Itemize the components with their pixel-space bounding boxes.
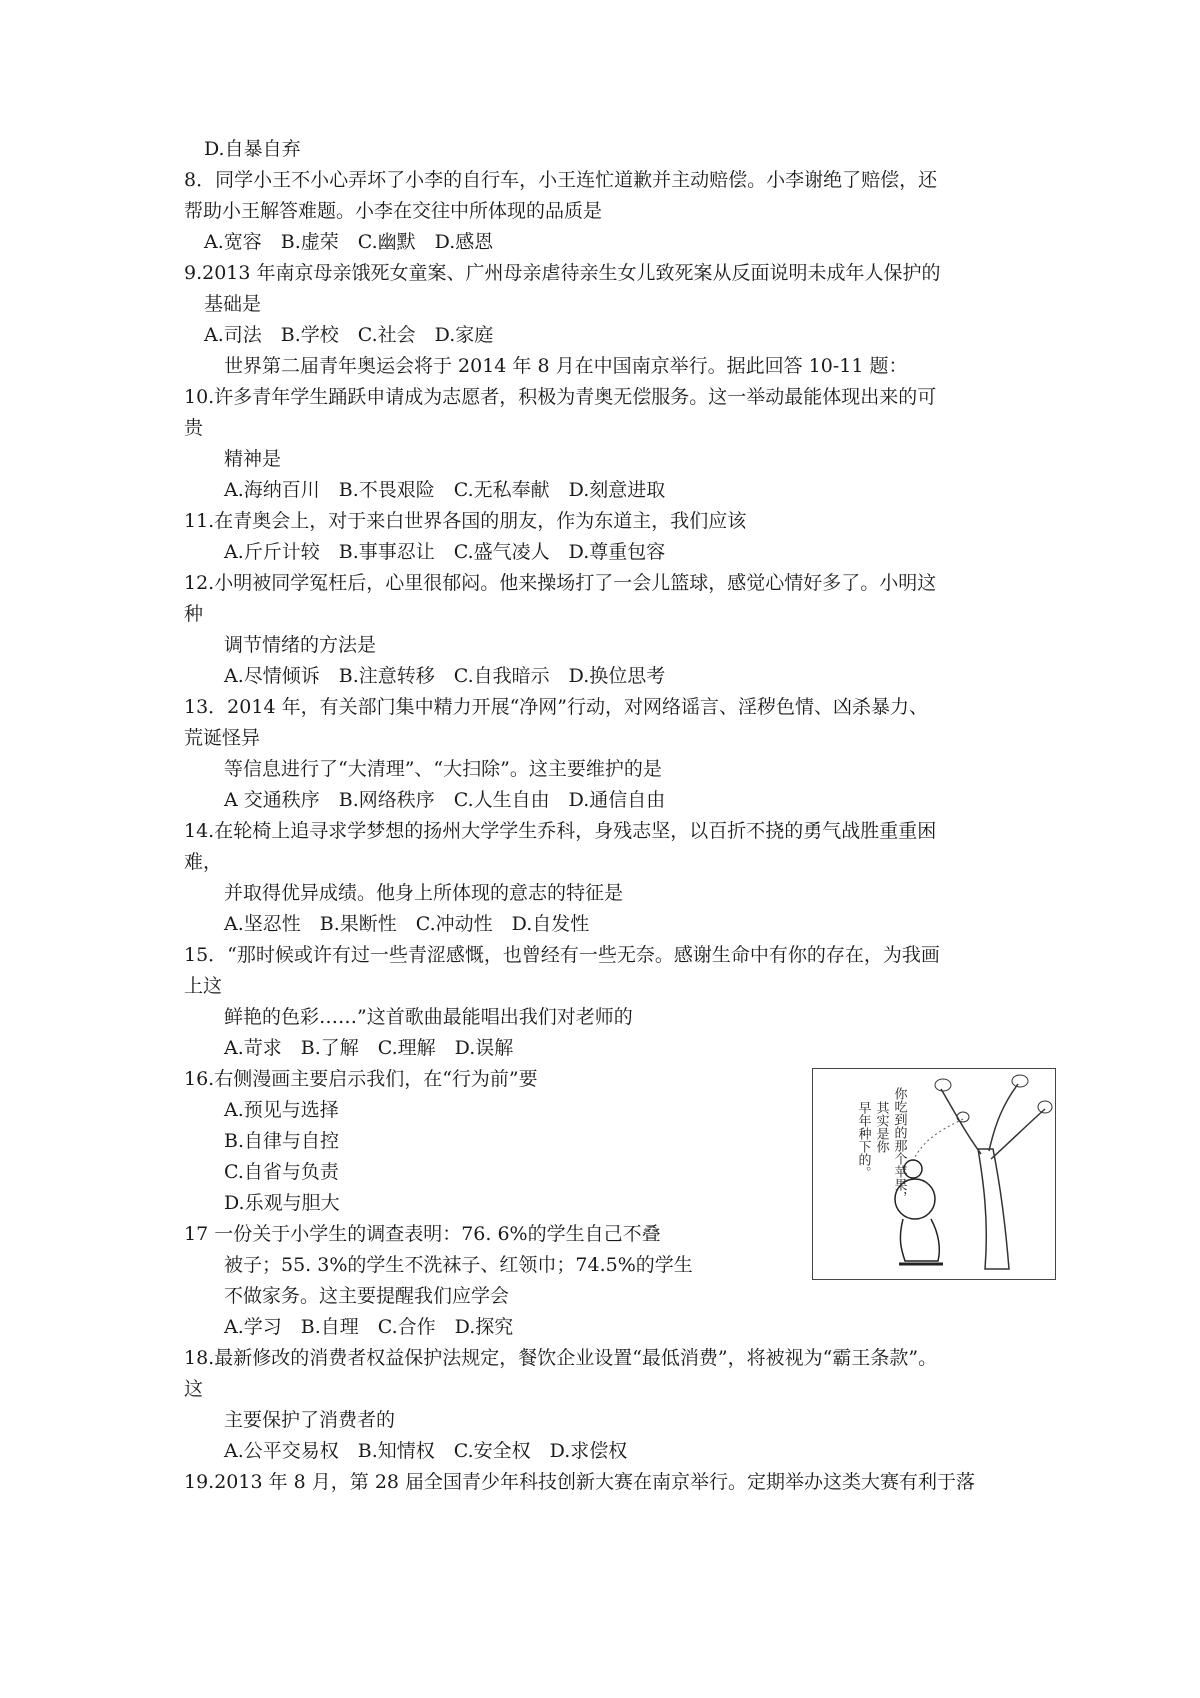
cartoon-illustration (812, 1068, 1056, 1280)
text-line: C.自省与负责 (224, 1161, 339, 1183)
text-line: A.尽情倾诉 B.注意转移 C.自我暗示 D.换位思考 (224, 665, 666, 687)
text-line: 帮助小王解答难题。小李在交往中所体现的品质是 (184, 200, 603, 222)
cartoon-caption-2: 其实是你 (873, 1101, 889, 1153)
text-line: 种 (184, 603, 204, 625)
text-line: A.预见与选择 (224, 1099, 339, 1121)
text-line: 18.最新修改的消费者权益保护法规定，餐饮企业设置“最低消费”，将被视为“霸王条款”。 (184, 1347, 938, 1369)
text-line: 15．“那时候或许有过一些青涩感慨，也曾经有一些无奈。感谢生命中有你的存在，为我画 (184, 944, 940, 966)
text-line: 9.2013 年南京母亲饿死女童案、广州母亲虐待亲生女儿致死案从反面说明未成年人保护的 (184, 262, 941, 284)
text-line: 11.在青奥会上，对于来白世界各国的朋友，作为东道主，我们应该 (184, 510, 747, 532)
text-line: A.斤斤计较 B.事事忍让 C.盛气凌人 D.尊重包容 (224, 541, 666, 563)
text-line: 主要保护了消费者的 (224, 1409, 396, 1431)
text-line: A.学习 B.自理 C.合作 D.探究 (224, 1316, 514, 1338)
text-line: 精神是 (224, 448, 282, 470)
text-line: 12.小明被同学冤枉后，心里很郁闷。他来操场打了一会儿篮球，感觉心情好多了。小明这 (184, 572, 937, 594)
text-line: 这 (184, 1378, 204, 1400)
text-line: 贵 (184, 417, 204, 439)
text-line: 调节情绪的方法是 (224, 634, 377, 656)
text-line: 不做家务。这主要提醒我们应学会 (224, 1285, 510, 1307)
text-line: A.海纳百川 B.不畏艰险 C.无私奉献 D.刻意进取 (224, 479, 666, 501)
text-line: A.坚忍性 B.果断性 C.冲动性 D.自发性 (224, 913, 590, 935)
text-line: 荒诞怪异 (184, 727, 261, 749)
text-line: D.乐观与胆大 (224, 1192, 340, 1214)
text-line: A.宽容 B.虚荣 C.幽默 D.感恩 (204, 231, 494, 253)
text-line: A 交通秩序 B.网络秩序 C.人生自由 D.通信自由 (224, 789, 666, 811)
text-line: 上这 (184, 975, 223, 997)
text-line: 鲜艳的色彩……”这首歌曲最能唱出我们对老师的 (224, 1006, 633, 1028)
text-line: 被子；55. 3%的学生不洗袜子、红领巾；74.5%的学生 (224, 1254, 693, 1276)
text-line: 10.许多青年学生踊跃申请成为志愿者，积极为青奥无偿服务。这一举动最能体现出来的可 (184, 386, 937, 408)
text-line: B.自律与自控 (224, 1130, 340, 1152)
text-line: 14.在轮椅上追寻求学梦想的扬州大学学生乔科，身残志坚，以百折不挠的勇气战胜重重困 (184, 820, 937, 842)
text-line: 13．2014 年，有关部门集中精力开展“净网”行动，对网络谣言、淫秽色情、凶杀暴力、 (184, 696, 928, 718)
cartoon-caption-3: 早年种下的。 (855, 1101, 871, 1179)
text-line: A.司法 B.学校 C.社会 D.家庭 (204, 324, 494, 346)
text-line: 世界第二届青年奥运会将于 2014 年 8 月在中国南京举行。据此回答 10-11 题： (224, 355, 908, 377)
text-line: 19.2013 年 8 月，第 28 届全国青少年科技创新大赛在南京举行。定期举办这类大赛有利于落 (184, 1471, 976, 1493)
text-line: 并取得优异成绩。他身上所体现的意志的特征是 (224, 882, 624, 904)
text-line: D.自暴自弃 (204, 138, 301, 160)
text-line: 8．同学小王不小心弄坏了小李的自行车，小王连忙道歉并主动赔偿。小李谢绝了赔偿，还 (184, 169, 938, 191)
text-line: A.苛求 B.了解 C.理解 D.误解 (224, 1037, 514, 1059)
text-line: 难， (184, 851, 223, 873)
text-line: 16.右侧漫画主要启示我们，在“行为前”要 (184, 1068, 538, 1090)
cartoon-drawing (813, 1069, 1055, 1279)
text-line: 17 一份关于小学生的调查表明：76. 6%的学生自己不叠 (184, 1223, 661, 1245)
text-line: 等信息进行了“大清理”、“大扫除”。这主要维护的是 (224, 758, 662, 780)
text-line: A.公平交易权 B.知情权 C.安全权 D.求偿权 (224, 1440, 628, 1462)
text-line: 基础是 (204, 293, 262, 315)
cartoon-caption-1: 你吃到的那个苹果， (891, 1087, 907, 1204)
